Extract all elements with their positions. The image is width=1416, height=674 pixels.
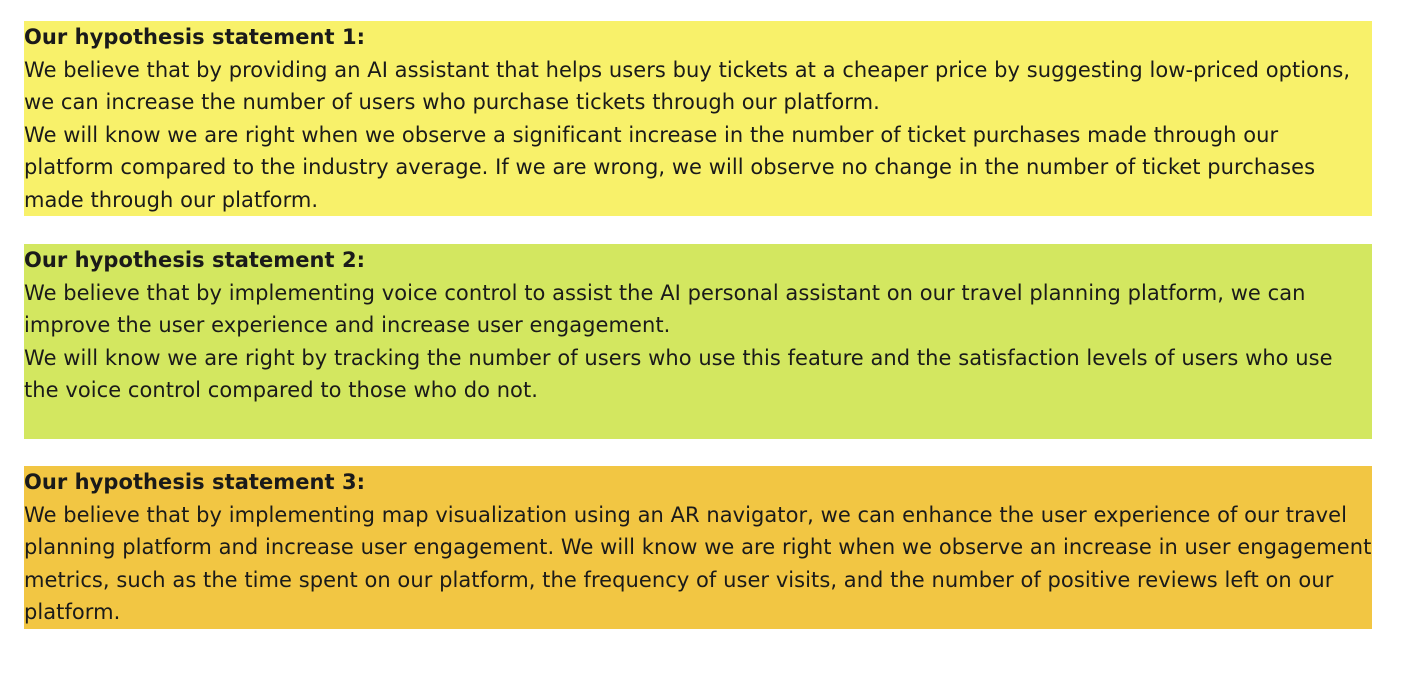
hypothesis-block-2 [24,244,1372,439]
hypothesis-block-1 [24,21,1372,216]
hypothesis-heading-1: Our hypothesis statement 1: [24,25,366,49]
hypothesis-belief-2: We believe that by implementing voice control to assist the AI personal assistant on our travel planning platform, we can improve the user experience and increase user engagement. [24,280,1306,337]
hypothesis-heading-3: Our hypothesis statement 3: [24,470,366,494]
hypothesis-belief-3: We believe that by implementing map visualization using an AR navigator, we can enhance the user experience of our travel planning platform and increase user engagement. We will know we are right when we observe an increase in user engagement metrics, such as the time spent on our platform, the frequency of user visits, and the number of positive reviews left on our platform. [24,502,1372,624]
hypothesis-validation-2: We will know we are right by tracking the number of users who use this feature and the satisfaction levels of users who use the voice control compared to those who do not. [24,345,1333,402]
hypothesis-validation-1: We will know we are right when we observe a significant increase in the number of ticket purchases made through our platform compared to the industry average. If we are wrong, we will observe no change in the number of ticket purchases made through our platform. [24,122,1316,212]
hypothesis-belief-1: We believe that by providing an AI assistant that helps users buy tickets at a cheaper price by suggesting low-priced options, we can increase the number of users who purchase tickets through our platform. [24,57,1351,114]
hypothesis-heading-2: Our hypothesis statement 2: [24,248,366,272]
hypothesis-block-3 [24,466,1372,629]
